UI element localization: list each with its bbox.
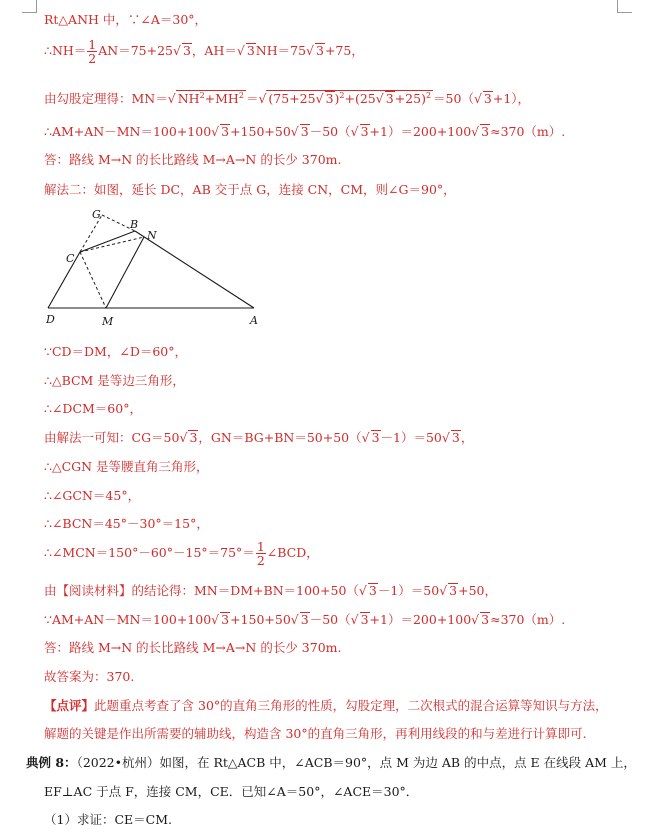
segment-MN bbox=[106, 237, 144, 308]
line-10: 由解法一可知：CG＝50√ 3，GN＝BG+BN＝50+50（√ 3－1）＝50√ 3， bbox=[44, 430, 474, 445]
line-16: ∵AM+AN－MN＝100+100√ 3+150+50√ 3－50（√ 3+1）＝200+100√ 3≈370（m）. bbox=[44, 612, 566, 627]
label-M: M bbox=[102, 315, 114, 328]
fraction-half-2: $\frac{1}{2}$ bbox=[256, 539, 265, 569]
line-1 bbox=[44, 12, 207, 27]
line-12: ∴∠GCN＝45°， bbox=[44, 488, 141, 503]
label-B: B bbox=[130, 218, 139, 231]
line-1-text: Rt△ANH 中，∵∠A＝30°， bbox=[44, 12, 208, 27]
line-3-pythagoras: 由勾股定理得：MN＝√ $NH^2+MH^2$ ＝√ (75+25√ 3)$^2$+(25√ 3+25)$^2$ ＝50（√ 3+1）， bbox=[44, 91, 531, 107]
segment-CM-dashed bbox=[80, 252, 106, 308]
fraction-half: $\frac{1}{2}$ bbox=[88, 37, 97, 67]
line-19-comment: 【点评】此题重点考查了含 30°的直角三角形的性质，勾股定理，二次根式的混合运算等知识与方法， bbox=[44, 698, 608, 713]
nh-label: ∴NH＝ bbox=[44, 43, 87, 59]
geometry-diagram bbox=[40, 205, 270, 335]
line-8: ∴△BCM 是等边三角形， bbox=[44, 373, 185, 388]
label-A: A bbox=[250, 314, 258, 327]
example-label: 典例 8： bbox=[26, 755, 77, 770]
label-G: G bbox=[92, 208, 101, 221]
line-22: EF⊥AC 于点 F，连接 CM，CE．已知∠A＝50°，∠ACE＝30°． bbox=[44, 784, 419, 799]
sqrt-expanded: (75+25√ 3)$^2$+(25√ 3+25)$^2$ bbox=[268, 91, 432, 107]
comment-label: 【点评】 bbox=[44, 698, 95, 713]
line-7: ∵CD＝DM，∠D＝60°， bbox=[44, 344, 188, 359]
line-15: 由【阅读材料】的结论得：MN＝DM+BN＝100+50（√ 3－1）＝50√ 3+50， bbox=[44, 583, 497, 598]
segment-DC bbox=[48, 252, 80, 308]
line-6-method-two: 解法二：如图，延长 DC，AB 交于点 G，连接 CN，CM，则∠G＝90°， bbox=[44, 182, 456, 197]
line-23-part-one: （1）求证：CE＝CM. bbox=[44, 812, 172, 827]
segment-CB bbox=[80, 231, 135, 252]
page-corner-mark-right bbox=[617, 0, 632, 13]
line-20-comment: 解题的关键是作出所需要的辅助线，构造含 30°的直角三角形，再利用线段的和与差进行计算即可. bbox=[44, 726, 587, 741]
line-17-answer: 答：路线 M→N 的长比路线 M→A→N 的长少 370m. bbox=[44, 640, 342, 655]
label-N: N bbox=[147, 229, 157, 242]
page-corner-mark-left bbox=[22, 0, 37, 13]
label-D: D bbox=[46, 313, 55, 326]
sqrt-sign: √ bbox=[173, 43, 181, 59]
line-14: ∴∠MCN＝150°－60°－15°＝75°＝ $\frac{1}{2}$ ∠BCD， bbox=[44, 539, 319, 569]
line-13: ∴∠BCN＝45°－30°＝15°， bbox=[44, 516, 209, 531]
line-11: ∴△CGN 是等腰直角三角形， bbox=[44, 459, 209, 474]
line-21-example: 典例 8：（2022•杭州）如图，在 Rt△ACB 中，∠ACB＝90°，点 M 为边 AB 的中点，点 E 在线段 AM 上， bbox=[26, 755, 636, 770]
sqrt-nh-mh: $NH^2+MH^2$ bbox=[177, 91, 244, 107]
line-9: ∴∠DCM＝60°， bbox=[44, 401, 142, 416]
label-C: C bbox=[66, 252, 75, 265]
segment-AB bbox=[135, 231, 254, 308]
line-5-answer: 答：路线 M→N 的长比路线 M→A→N 的长少 370m. bbox=[44, 152, 342, 167]
line-18-final: 故答案为：370. bbox=[44, 669, 135, 684]
line-2: ∴NH＝ $\frac{1}{2}$ AN＝75+25√ 3，AH＝√ 3NH＝75√ 3+75， bbox=[44, 37, 364, 67]
line-4: ∴AM+AN－MN＝100+100√ 3+150+50√ 3－50（√ 3+1）＝200+100√ 3≈370（m）. bbox=[44, 124, 566, 139]
